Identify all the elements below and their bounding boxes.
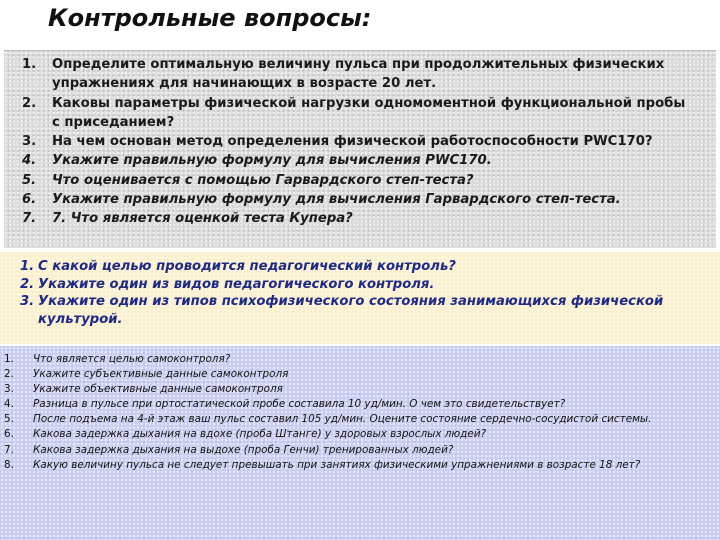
item-number: 5. <box>4 413 14 426</box>
list-item <box>22 190 696 209</box>
item-number: 4. <box>4 398 14 411</box>
list-item <box>22 171 696 190</box>
item-text: На чем основан метод определения физической работоспособности PWC170? <box>52 134 653 150</box>
item-text: Какова задержка дыхания на вдохе (проба Штанге) у здоровых взрослых людей? <box>33 428 487 441</box>
item-number: 2. <box>4 368 14 381</box>
item-number: 6. <box>4 428 14 441</box>
item-text: Что является целью самоконтроля? <box>33 353 231 365</box>
questions-block-3 <box>0 346 720 540</box>
list-item <box>4 427 706 442</box>
item-text: Укажите один из типов психофизического состояния занимающихся физической культурой. <box>38 294 664 327</box>
page-title: Контрольные вопросы: <box>48 4 372 32</box>
list-item <box>4 367 706 382</box>
item-number: 8. <box>4 458 14 471</box>
item-number: 1. <box>4 353 14 365</box>
item-number: 7. <box>22 211 37 227</box>
list-item <box>20 258 700 276</box>
item-number: 5. <box>22 172 37 188</box>
list-item <box>4 458 706 473</box>
item-number: 1. <box>22 57 37 72</box>
list-item <box>4 382 706 397</box>
item-text: Укажите объективные данные самоконтроля <box>33 383 283 396</box>
item-text: Укажите один из видов педагогического контроля. <box>38 276 435 292</box>
item-number: 3. <box>20 294 35 309</box>
list-item <box>22 55 696 94</box>
questions-block-2 <box>0 252 720 344</box>
list-item <box>4 397 706 412</box>
list-item <box>22 132 696 151</box>
item-number: 4. <box>22 153 37 169</box>
list-item <box>4 443 706 458</box>
item-number: 3. <box>22 134 37 150</box>
item-text: Укажите правильную формулу для вычисления Гарвардского степ-теста. <box>52 192 621 208</box>
item-text: С какой целью проводится педагогический контроль? <box>38 259 456 274</box>
item-text: Укажите правильную формулу для вычисления PWC170. <box>52 153 492 169</box>
item-number: 2. <box>20 276 35 292</box>
item-text: 7. Что является оценкой теста Купера? <box>52 211 353 227</box>
item-text: Каковы параметры физической нагрузки одномоментной функциональной пробы с приседанием? <box>52 95 686 130</box>
item-number: 7. <box>4 443 14 456</box>
item-text: Определите оптимальную величину пульса при продолжительных физических упражнениях для начинающих в возрасте 20 лет. <box>52 57 665 92</box>
item-number: 6. <box>22 192 37 208</box>
item-text: Какова задержка дыхания на выдохе (проба Генчи) тренированных людей? <box>33 443 454 456</box>
list-item <box>20 276 700 294</box>
list-item <box>22 209 696 228</box>
item-text: Разница в пульсе при ортостатической пробе составила 10 уд/мин. О чем это свидетельствует? <box>33 398 566 411</box>
list-item <box>4 412 706 427</box>
questions-block-1 <box>4 50 716 248</box>
item-text: Что оценивается с помощью Гарвардского степ-теста? <box>52 172 474 188</box>
item-number: 3. <box>4 383 14 396</box>
item-number: 1. <box>20 259 35 274</box>
item-number: 2. <box>22 95 37 111</box>
list-item <box>22 94 696 133</box>
item-text: Укажите субъективные данные самоконтроля <box>33 368 289 381</box>
list-item <box>22 151 696 170</box>
item-text: После подъема на 4-й этаж ваш пульс составил 105 уд/мин. Оцените состояние сердечно-сосудистой системы. <box>33 413 652 426</box>
list-item <box>20 293 700 328</box>
item-text: Какую величину пульса не следует превышать при занятиях физическими упражнениями в возрасте 18 лет? <box>33 458 641 471</box>
list-item <box>4 352 706 367</box>
